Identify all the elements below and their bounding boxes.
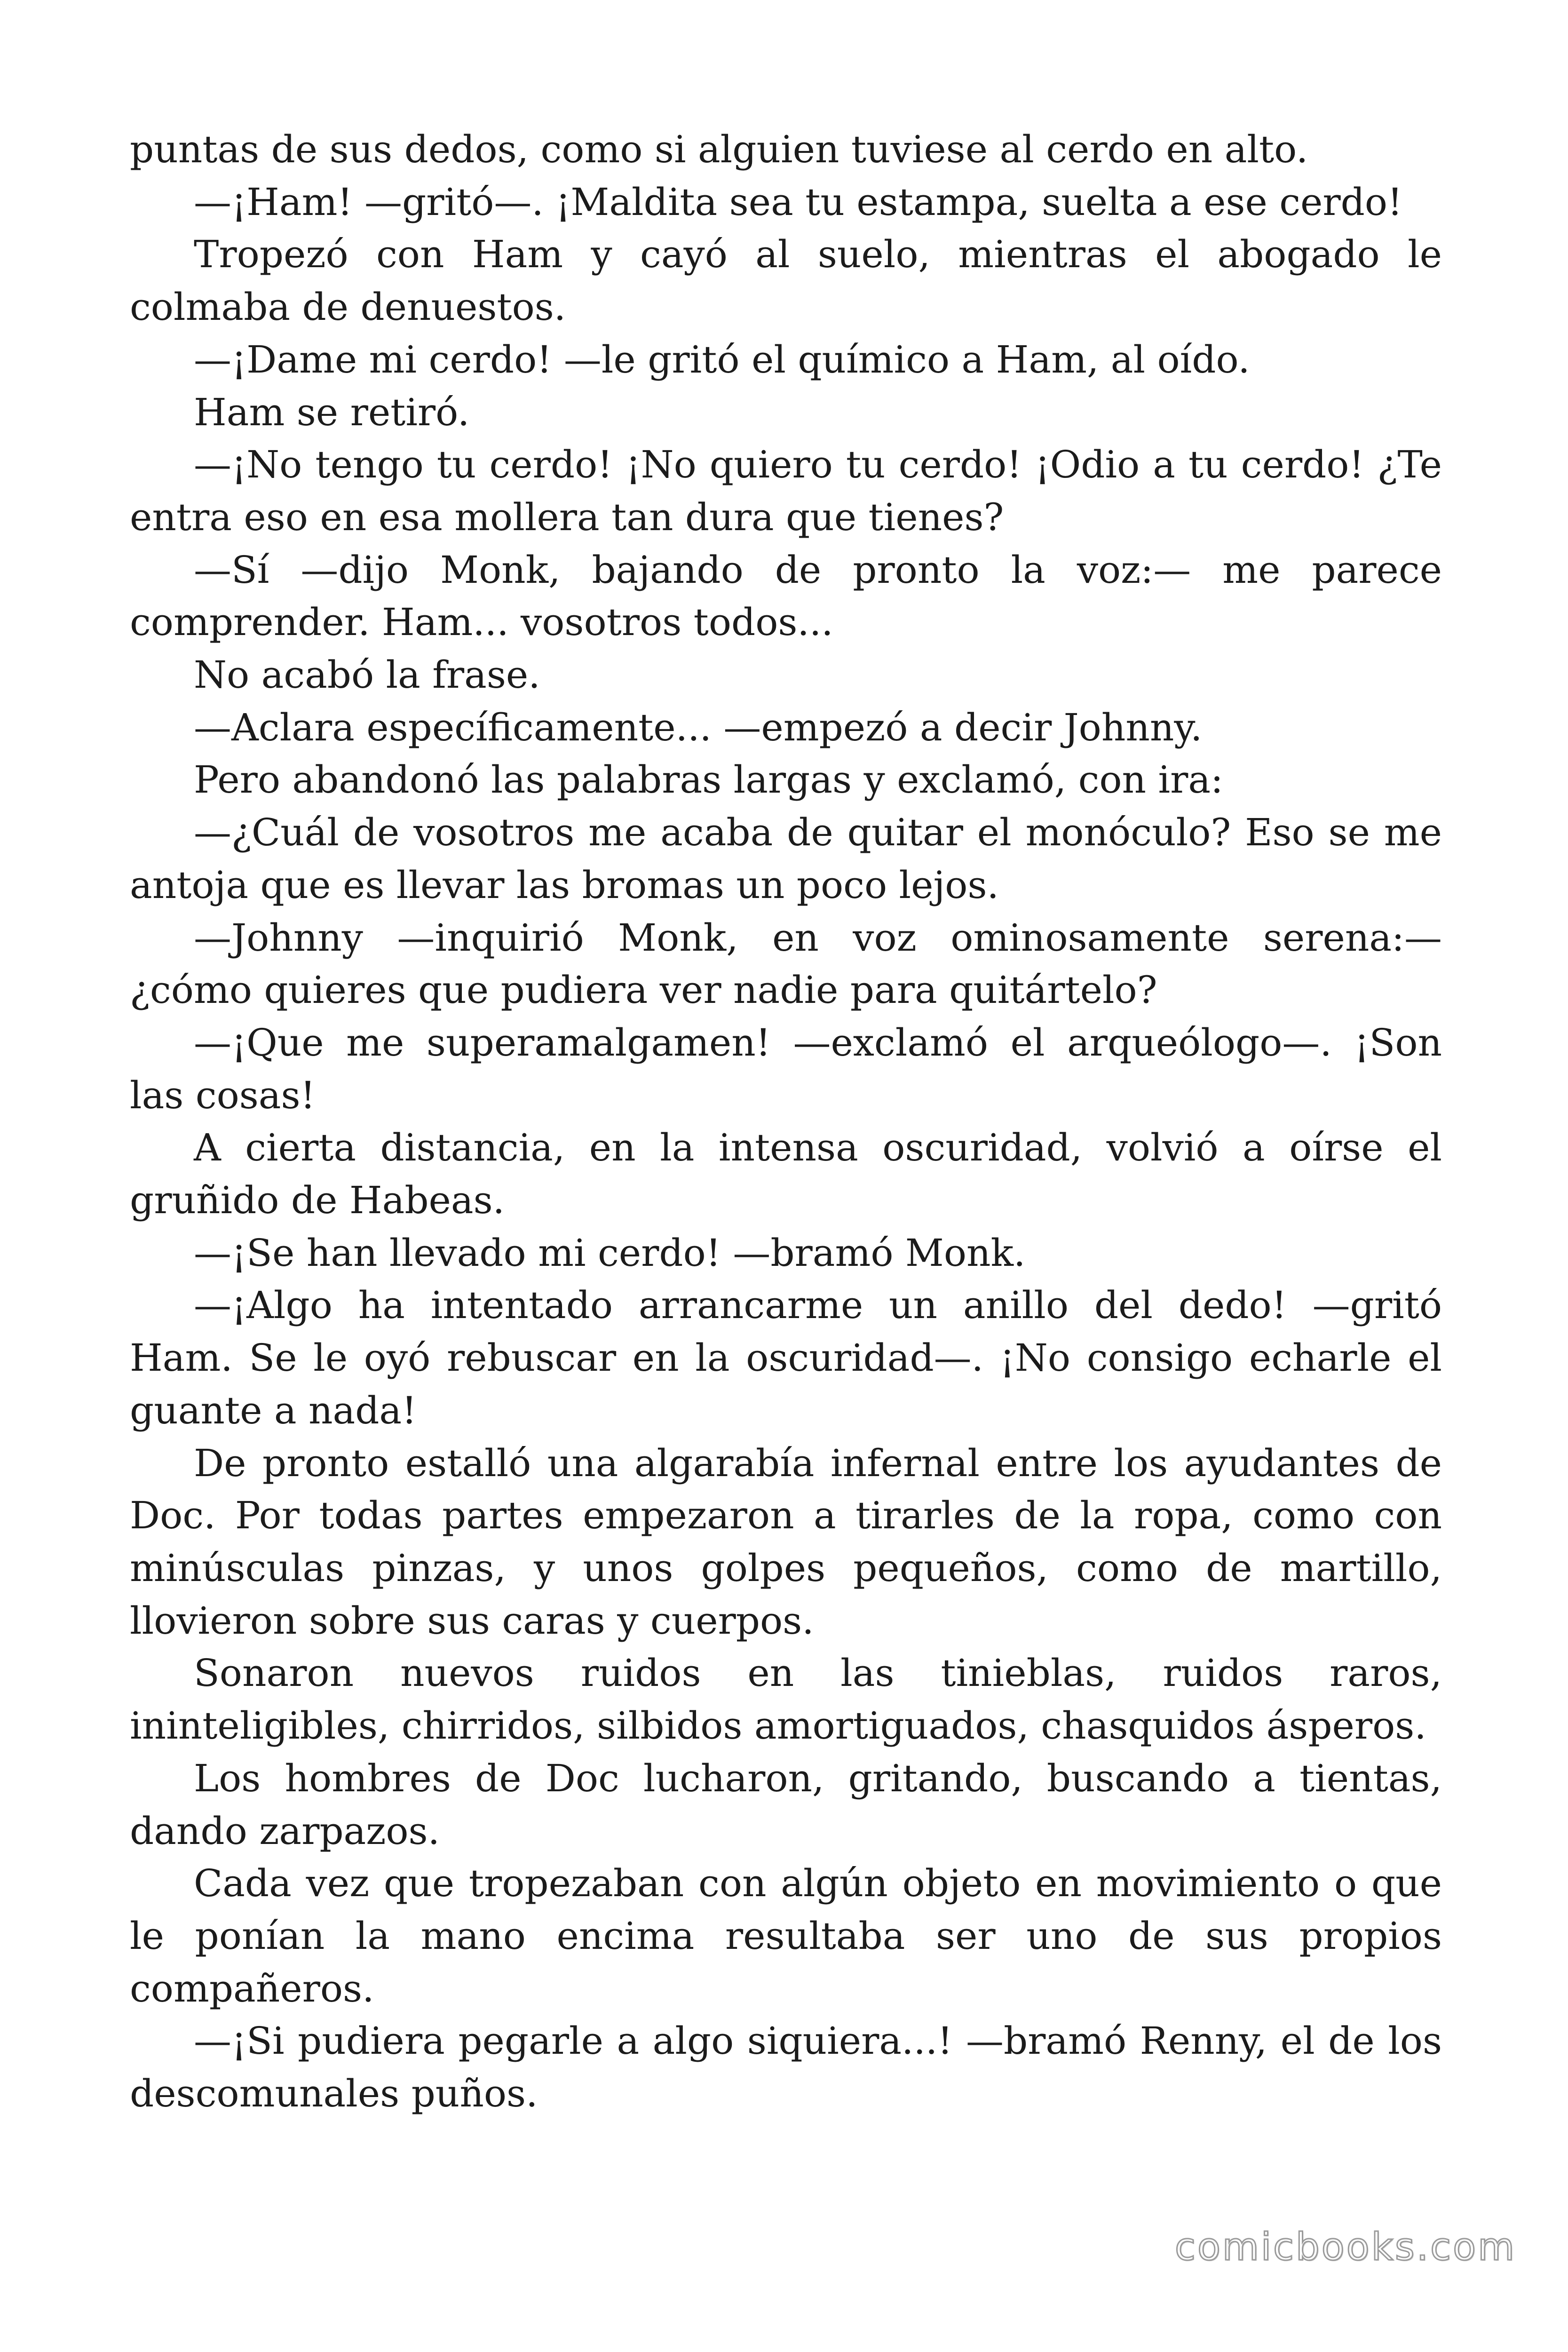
paragraph: —¡Ham! —gritó—. ¡Maldita sea tu estampa, suelta a ese cerdo!	[194, 180, 1403, 224]
paragraph: —Sí —dijo Monk, bajando de pronto la voz:— me parece comprender. Ham... vosotros todos...	[130, 548, 1442, 644]
paragraph: —¡Se han llevado mi cerdo! —bramó Monk.	[194, 1231, 1026, 1275]
paragraph: No acabó la frase.	[194, 653, 540, 697]
paragraph: Pero abandonó las palabras largas y exclamó, con ira:	[194, 758, 1223, 802]
paragraph: —¡Si pudiera pegarle a algo siquiera...! —bramó Renny, el de los descomunales puños.	[130, 2019, 1442, 2116]
paragraph: —Aclara específicamente... —empezó a decir Johnny.	[194, 705, 1203, 749]
paragraph: —¡Dame mi cerdo! —le gritó el químico a Ham, al oído.	[194, 337, 1250, 381]
paragraph: —Johnny —inquirió Monk, en voz ominosamente serena:— ¿cómo quieres que pudiera ver nadie para quitártelo?	[130, 915, 1442, 1012]
paragraph: A cierta distancia, en la intensa oscuridad, volvió a oírse el gruñido de Habeas.	[130, 1126, 1442, 1223]
paragraph: —¡Que me superamalgamen! —exclamó el arqueólogo—. ¡Son las cosas!	[130, 1020, 1442, 1117]
paragraph: Los hombres de Doc lucharon, gritando, buscando a tientas, dando zarpazos.	[130, 1756, 1442, 1853]
paragraph: De pronto estalló una algarabía infernal entre los ayudantes de Doc. Por todas partes empezaron a tirarles de la ropa, como con minúsculas pinzas, y unos golpes pequeños, como de martillo, llovieron sobre sus caras y cuerpos.	[130, 1441, 1442, 1643]
paragraph: —¡No tengo tu cerdo! ¡No quiero tu cerdo! ¡Odio a tu cerdo! ¿Te entra eso en esa mollera tan dura que tienes?	[130, 443, 1442, 539]
paragraph: Tropezó con Ham y cayó al suelo, mientras el abogado le colmaba de denuestos.	[130, 232, 1442, 329]
paragraph: Ham se retiró.	[194, 390, 470, 434]
paragraph: Cada vez que tropezaban con algún objeto en movimiento o que le ponían la mano encima resultaba ser uno de sus propios compañeros.	[130, 1861, 1442, 2010]
watermark-logo: comicbooks.com	[1174, 2225, 1516, 2269]
paragraph: puntas de sus dedos, como si alguien tuviese al cerdo en alto.	[130, 127, 1308, 171]
paragraph: —¿Cuál de vosotros me acaba de quitar el monóculo? Eso se me antoja que es llevar las bromas un poco lejos.	[130, 810, 1442, 907]
paragraph: Sonaron nuevos ruidos en las tinieblas, ruidos raros, ininteligibles, chirridos, silbidos amortiguados, chasquidos ásperos.	[130, 1651, 1442, 1748]
body-text	[130, 123, 1442, 2120]
paragraph: —¡Algo ha intentado arrancarme un anillo del dedo! —gritó Ham. Se le oyó rebuscar en la oscuridad—. ¡No consigo echarle el guante a nada!	[130, 1283, 1442, 1432]
